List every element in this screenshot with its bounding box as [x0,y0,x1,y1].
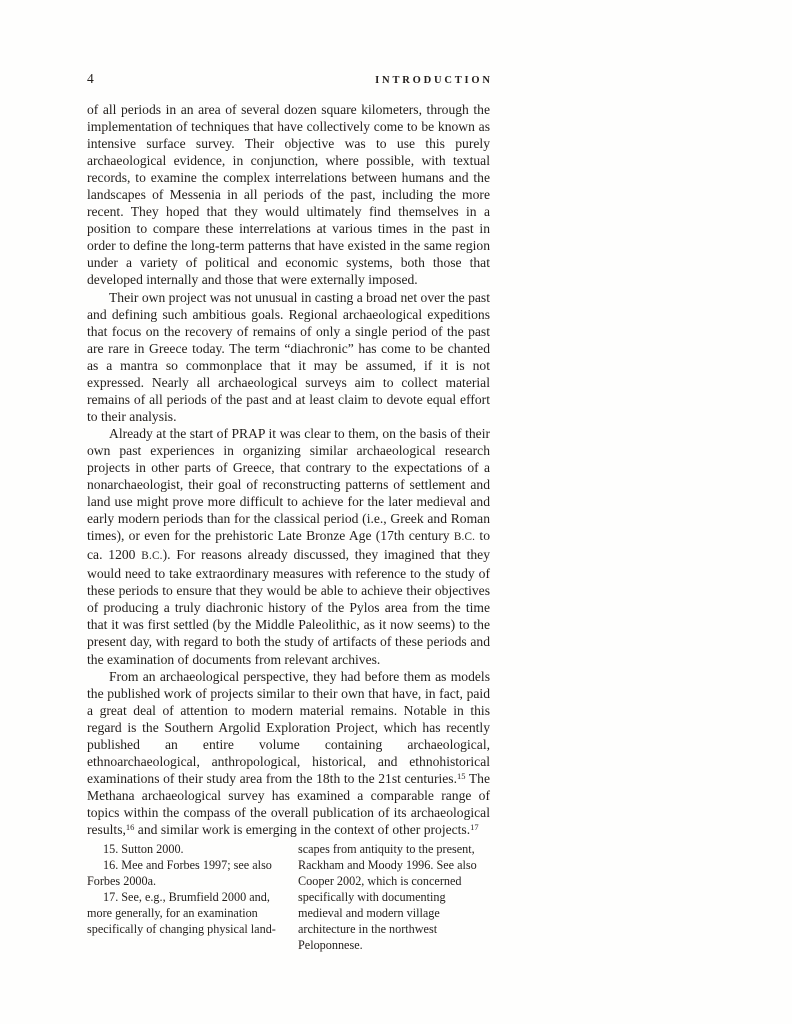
footnotes [87,841,490,953]
text-run: and similar work is emerging in the context of other projects. [134,821,471,837]
footnote-ref: 15 [456,771,466,782]
text-run: Already at the start of PRAP it was clear to them, on the basis of their own past experiences in organizing similar archaeological research projects in other parts of Greece, that contrary to the expectations of a nonarchaeologist, their goal of reconstructing patterns of settlement and land use might prove more difficult to achieve for the later medieval and early modern periods than for the classical period (i.e., Greek and Roman times), or even for the prehistoric Late Bronze Age (17th century [87,425,490,544]
text-run: The Methana archaeological survey has examined a comparable range of topics within the compass of the overall publication of its archaeological results, [87,770,490,837]
body-paragraph [87,101,490,289]
text-run: to ca. 1200 [87,528,490,563]
body-paragraph [87,289,490,425]
text-run: Their own project was not unusual in casting a broad net over the past and defining such ambitious goals. Regional archaeological expeditions that focus on the recovery of remains of only a single period of the past are rare in Greece today. The term “diachronic” has come to be chanted as a mantra so commonplace that it may be assumed, if it is not expressed. Nearly all archaeological surveys aim to collect material remains of all periods of the past and at least claim to devote equal effort to their analysis. [87,289,490,424]
text-run: B.C. [141,550,163,563]
footnotes-left-column [87,841,286,953]
footnotes-right-column [298,841,490,953]
body-paragraph [87,425,490,668]
text-run: of all periods in an area of several dozen square kilometers, through the implementation of techniques that have collectively come to be known as intensive surface survey. Their objective was to use this purely archaeological evidence, in conjunction, where possible, with textual records, to examine the complex interrelations between humans and the landscapes of Messenia in all periods of the past, including the more recent. They hoped that they would ultimately find themselves in a position to compare these interrelations at various times in the past in order to define the long-term patterns that have existed in the same region under a variety of political and economic systems, both those that developed internally and those that were externally imposed. [87,102,490,288]
footnote: 15. Sutton 2000. [103,842,184,856]
body-text [87,101,490,838]
footnote: scapes from antiquity to the present, Rackham and Moody 1996. See also Cooper 2002, which is concerned specifically with documenting medieval and modern village architecture in the northwest Peloponnese. [298,842,477,952]
running-header [87,71,493,87]
footnote: 17. See, e.g., Brumfield 2000 and, more generally, for an examination specifically of changing physical land- [87,890,276,936]
page-number: 4 [87,71,94,86]
body-paragraph [87,668,490,838]
footnote: 16. Mee and Forbes 1997; see also Forbes 2000a. [87,858,272,888]
running-head-title: INTRODUCTION [375,75,493,86]
text-run: B.C. [453,531,476,544]
text-run: ). For reasons already discussed, they imagined that they would need to take extraordinary measures with reference to the study of these periods to ensure that they would be able to achieve their objectives of producing a truly diachronic history of the Pylos area from the time that it was first settled (by the Middle Paleolithic, as it now seems) to the present day, with regard to both the study of artifacts of these periods and the examination of documents from relevant archives. [87,547,491,667]
footnote-ref: 17 [470,822,479,833]
footnote-ref: 16 [125,822,135,833]
text-run: From an archaeological perspective, they had before them as models the published work of projects similar to their own that have, in fact, paid a great deal of attention to modern material remains. Notable in this regard is the Southern Argolid Exploration Project, which has recently published an entire volume containing archaeological, ethnoarchaeological, anthropological, historical, and ethnohistorical examinations of their study area from the 18th to the 21st centuries. [87,668,490,786]
